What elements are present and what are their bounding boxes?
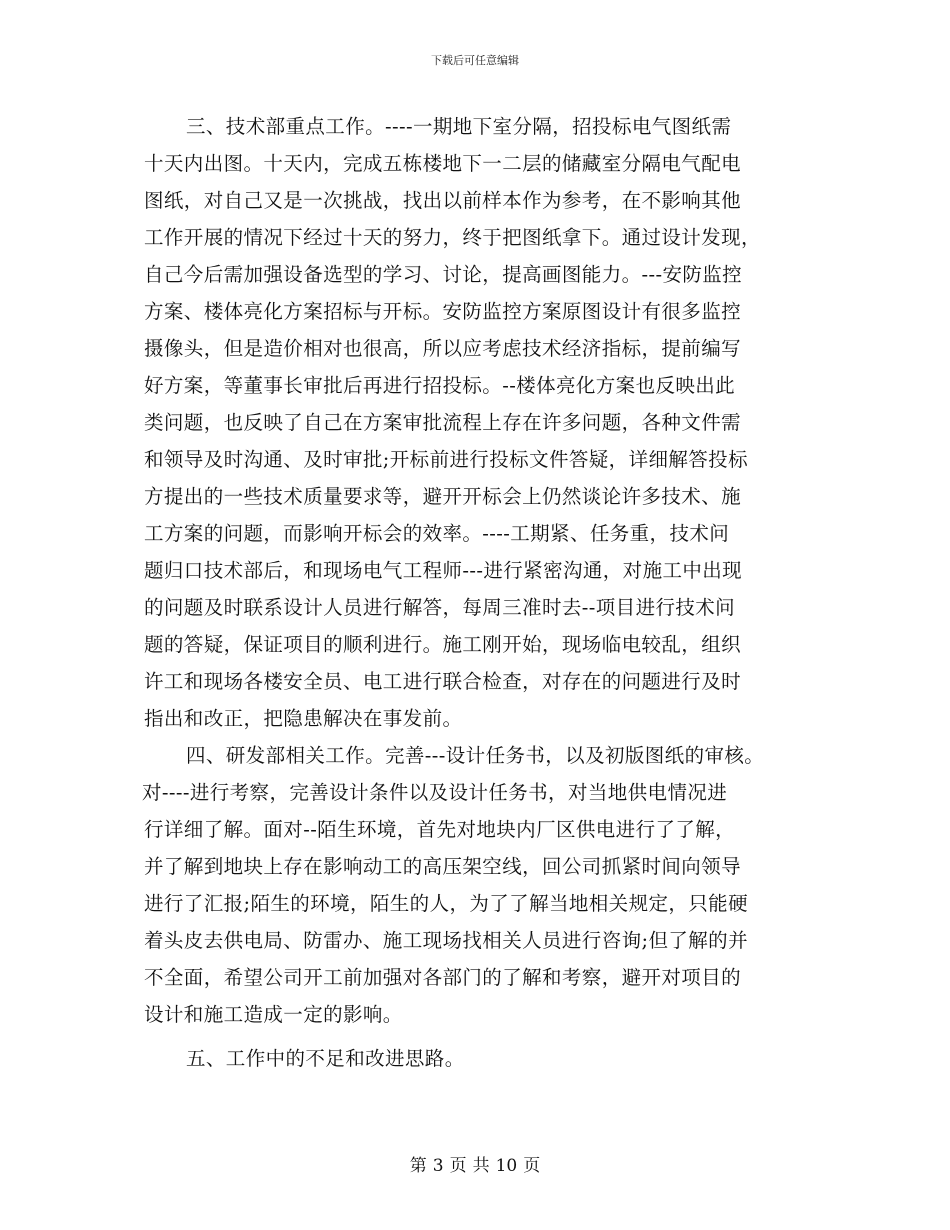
paragraph-line: 图纸，对自己又是一次挑战，找出以前样本作为参考，在不影响其他 [144,189,742,212]
paragraph-line: 方案、楼体亮化方案招标与开标。安防监控方案原图设计有很多监控 [144,300,742,323]
page-footer [0,1155,950,1177]
paragraph-line: 着头皮去供电局、防雷办、施工现场找相关人员进行咨询;但了解的并 [144,929,748,952]
paragraph-line: 指出和改正，把隐患解决在事发前。 [144,707,463,730]
paragraph-line: 工方案的问题，而影响开标会的效率。----工期紧、任务重，技术问 [144,522,730,545]
paragraph-line: 和领导及时沟通、及时审批;开标前进行投标文件答疑，详细解答投标 [144,448,748,471]
paragraph-line: 不全面，希望公司开工前加强对各部门的了解和考察，避开对项目的 [144,966,742,989]
paragraph-line: 十天内出图。十天内，完成五栋楼地下一二层的储藏室分隔电气配电 [144,152,742,175]
paragraph-line: 的问题及时联系设计人员进行解答，每周三准时去--项目进行技术问 [144,596,736,619]
paragraph-line: 许工和现场各楼安全员、电工进行联合检查，对存在的问题进行及时 [144,670,742,693]
paragraph-line: 摄像头，但是造价相对也很高，所以应考虑技术经济指标，提前编写 [144,337,742,360]
total-label: 共 [472,1156,490,1176]
page-label-mid: 页 [449,1156,467,1176]
paragraph-line: 三、技术部重点工作。----一期地下室分隔，招投标电气图纸需 [186,115,732,138]
paragraph-line: 类问题，也反映了自己在方案审批流程上存在许多问题，各种文件需 [144,411,742,434]
paragraph-line: 好方案，等董事长审批后再进行招投标。--楼体亮化方案也反映出此 [144,374,736,397]
page-label-suffix: 页 [523,1156,541,1176]
paragraph-line: 并了解到地块上存在影响动工的高压架空线，回公司抓紧时间向领导 [144,855,742,878]
section-heading: 五、工作中的不足和改进思路。 [186,1047,465,1070]
paragraph-line: 行详细了解。面对--陌生环境，首先对地块内厂区供电进行了了解， [144,818,736,841]
paragraph-line: 工作开展的情况下经过十天的努力，终于把图纸拿下。通过设计发现， [144,226,761,249]
paragraph-line: 自己今后需加强设备选型的学习、讨论，提高画图能力。---安防监控 [144,263,743,286]
paragraph-line: 四、研发部相关工作。完善---设计任务书，以及初版图纸的审核。 [186,744,765,767]
paragraph-line: 进行了汇报;陌生的环境，陌生的人，为了了解当地相关规定，只能硬 [144,892,748,915]
paragraph-line: 方提出的一些技术质量要求等，避开开标会上仍然谈论许多技术、施 [144,485,742,508]
paragraph-line: 题的答疑，保证项目的顺利进行。施工刚开始，现场临电较乱，组织 [144,633,742,656]
document-body [0,112,950,1132]
page-label-prefix: 第 [409,1156,427,1176]
page-header: 下载后可任意编辑 [431,54,519,67]
paragraph-line: 设计和施工造成一定的影响。 [144,1003,403,1026]
total-pages-number: 10 [495,1156,518,1176]
current-page-number: 3 [432,1156,444,1176]
paragraph-line: 题归口技术部后，和现场电气工程师---进行紧密沟通，对施工中出现 [144,559,743,582]
paragraph-line: 对----进行考察，完善设计条件以及设计任务书，对当地供电情况进 [142,781,728,804]
